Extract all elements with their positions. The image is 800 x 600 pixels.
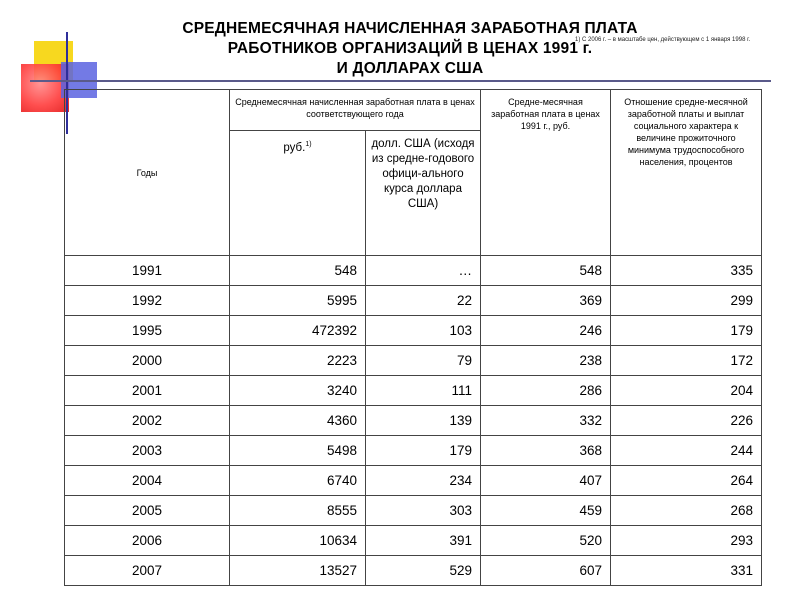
header-rub-text: руб. [283,141,306,154]
table-row [65,436,762,466]
cell-ratio: 179 [611,316,762,346]
cell-year: 2006 [65,526,230,556]
table-row [65,376,762,406]
cell-year: 2001 [65,376,230,406]
cell-rub1991: 607 [481,556,611,586]
footnote: 1) С 2006 г. – в масштабе цен, действующем с 1 января 1998 г. [575,37,751,43]
decor-horizontal-line [30,80,771,82]
table-row [65,256,762,286]
cell-rub1991: 238 [481,346,611,376]
cell-ratio: 172 [611,346,762,376]
table-row [65,286,762,316]
cell-usd: 391 [366,526,481,556]
cell-ratio: 293 [611,526,762,556]
table-row [65,496,762,526]
wage-table [64,89,762,586]
cell-ratio: 268 [611,496,762,526]
cell-ratio: 299 [611,286,762,316]
header-rub [230,131,366,256]
cell-usd: 79 [366,346,481,376]
cell-year: 2003 [65,436,230,466]
header-group: Среднемесячная начисленная заработная плата в ценах соответствующего года [230,90,481,131]
table-row [65,526,762,556]
cell-usd: 111 [366,376,481,406]
cell-year: 2005 [65,496,230,526]
header-rub1991: Средне-месячная заработная плата в ценах 1991 г., руб. [481,90,611,256]
cell-rub1991: 368 [481,436,611,466]
cell-rub: 4360 [230,406,366,436]
cell-rub1991: 407 [481,466,611,496]
cell-rub: 5498 [230,436,366,466]
cell-rub: 548 [230,256,366,286]
cell-year: 1995 [65,316,230,346]
cell-rub1991: 369 [481,286,611,316]
cell-year: 2007 [65,556,230,586]
cell-ratio: 335 [611,256,762,286]
cell-usd: 22 [366,286,481,316]
header-ratio: Отношение средне-месячной заработной платы и выплат социального характера к величине прожиточного минимума трудоспособного населения, процентов [611,90,762,256]
title-line-3: И ДОЛЛАРАХ США [336,60,484,77]
cell-ratio: 264 [611,466,762,496]
cell-usd: 179 [366,436,481,466]
cell-rub: 3240 [230,376,366,406]
table-row [65,556,762,586]
cell-rub1991: 520 [481,526,611,556]
cell-rub1991: 286 [481,376,611,406]
cell-rub1991: 246 [481,316,611,346]
title-line-2: РАБОТНИКОВ ОРГАНИЗАЦИЙ В ЦЕНАХ 1991 г. [227,40,593,57]
cell-rub: 2223 [230,346,366,376]
title-line-1: СРЕДНЕМЕСЯЧНАЯ НАЧИСЛЕННАЯ ЗАРАБОТНАЯ ПЛАТА [182,20,638,37]
cell-year: 1991 [65,256,230,286]
header-rub-sup: 1) [305,141,312,148]
header-years: Годы [65,90,230,256]
cell-year: 2002 [65,406,230,436]
cell-ratio: 331 [611,556,762,586]
cell-usd: … [366,256,481,286]
cell-rub: 6740 [230,466,366,496]
cell-rub: 5995 [230,286,366,316]
cell-rub1991: 459 [481,496,611,526]
cell-ratio: 204 [611,376,762,406]
cell-rub: 8555 [230,496,366,526]
cell-year: 2000 [65,346,230,376]
cell-usd: 303 [366,496,481,526]
cell-year: 1992 [65,286,230,316]
table-row [65,316,762,346]
cell-rub: 13527 [230,556,366,586]
cell-usd: 234 [366,466,481,496]
cell-year: 2004 [65,466,230,496]
cell-rub: 472392 [230,316,366,346]
table-row [65,406,762,436]
header-usd: долл. США (исходя из средне-годового офици-ального курса доллара США) [366,131,481,256]
cell-usd: 103 [366,316,481,346]
cell-rub1991: 548 [481,256,611,286]
cell-rub1991: 332 [481,406,611,436]
cell-ratio: 244 [611,436,762,466]
page-title [120,19,700,79]
header-row-1 [65,90,762,131]
cell-usd: 529 [366,556,481,586]
table-row [65,346,762,376]
table-row [65,466,762,496]
cell-rub: 10634 [230,526,366,556]
cell-usd: 139 [366,406,481,436]
cell-ratio: 226 [611,406,762,436]
